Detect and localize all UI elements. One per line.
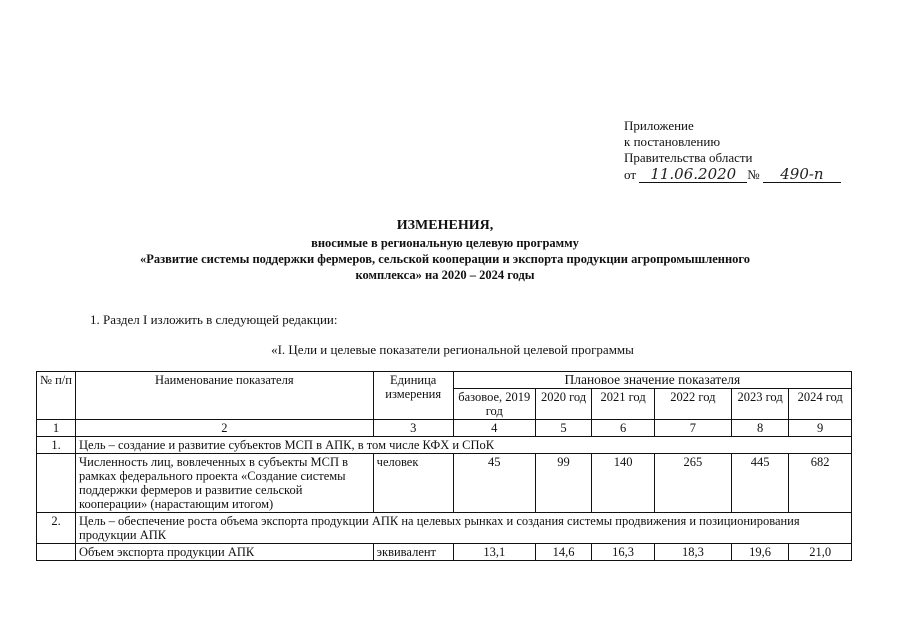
indicator-1-num bbox=[37, 454, 76, 513]
col-number-9: 9 bbox=[789, 420, 852, 437]
col-number-7: 7 bbox=[654, 420, 731, 437]
title-heading: ИЗМЕНЕНИЯ, bbox=[396, 218, 494, 233]
appendix-block bbox=[624, 118, 841, 183]
header-year-2021: 2021 год bbox=[592, 389, 655, 420]
indicator-row-1 bbox=[37, 454, 852, 513]
appendix-line-2: к постановлению bbox=[624, 134, 721, 149]
indicator-2-num bbox=[37, 544, 76, 561]
indicator-1-value-base: 45 bbox=[453, 454, 535, 513]
col-number-2: 2 bbox=[76, 420, 374, 437]
indicator-1-name: Численность лиц, вовлеченных в субъекты МСП в рамках федерального проекта «Создание системы поддержки фермеров и развитие сельской кооперации» (нарастающим итогом) bbox=[76, 454, 374, 513]
indicator-1-value-2023: 445 bbox=[731, 454, 788, 513]
goal-2-text: Цель – обеспечение роста объема экспорта продукции АПК на целевых рынках и создания системы продвижения и позиционирования продукции АПК bbox=[76, 513, 852, 544]
indicator-1-value-2024: 682 bbox=[789, 454, 852, 513]
col-number-5: 5 bbox=[535, 420, 591, 437]
goal-1-text: Цель – создание и развитие субъектов МСП в АПК, в том числе КФХ и СПоК bbox=[76, 437, 852, 454]
indicator-2-name: Объем экспорта продукции АПК bbox=[76, 544, 374, 561]
col-number-3: 3 bbox=[373, 420, 453, 437]
indicator-1-value-2020: 99 bbox=[535, 454, 591, 513]
col-number-4: 4 bbox=[453, 420, 535, 437]
col-number-6: 6 bbox=[592, 420, 655, 437]
header-num: № п/п bbox=[37, 372, 76, 420]
indicator-2-value-2022: 18,3 bbox=[654, 544, 731, 561]
column-number-row bbox=[37, 420, 852, 437]
document-title bbox=[40, 218, 850, 283]
table-title: «I. Цели и целевые показатели региональной целевой программы bbox=[271, 342, 634, 357]
col-number-1: 1 bbox=[37, 420, 76, 437]
header-name: Наименование показателя bbox=[76, 372, 374, 420]
title-line-3: «Развитие системы поддержки фермеров, сельской кооперации и экспорта продукции агропромышленного bbox=[139, 252, 751, 266]
header-year-2022: 2022 год bbox=[654, 389, 731, 420]
indicators-table bbox=[36, 371, 852, 561]
header-year-2020: 2020 год bbox=[535, 389, 591, 420]
handwritten-date: 11.06.2020 bbox=[639, 166, 747, 183]
indicator-2-value-2023: 19,6 bbox=[731, 544, 788, 561]
header-year-base: базовое, 2019 год bbox=[453, 389, 535, 420]
title-line-4: комплекса» на 2020 – 2024 годы bbox=[355, 268, 535, 282]
goal-2-num: 2. bbox=[37, 513, 76, 544]
header-row-1 bbox=[37, 372, 852, 389]
goal-row-2 bbox=[37, 513, 852, 544]
header-unit: Единица измерения bbox=[373, 372, 453, 420]
title-line-2: вносимые в региональную целевую программу bbox=[311, 236, 579, 250]
indicator-2-value-2021: 16,3 bbox=[592, 544, 655, 561]
header-planned-value: Плановое значение показателя bbox=[453, 372, 851, 389]
indicator-1-value-2021: 140 bbox=[592, 454, 655, 513]
header-year-2023: 2023 год bbox=[731, 389, 788, 420]
col-number-8: 8 bbox=[731, 420, 788, 437]
goal-1-num: 1. bbox=[37, 437, 76, 454]
indicator-2-value-2024: 21,0 bbox=[789, 544, 852, 561]
indicator-1-unit: человек bbox=[373, 454, 453, 513]
goal-row-1 bbox=[37, 437, 852, 454]
handwritten-number: 490-п bbox=[763, 166, 841, 183]
number-label: № bbox=[747, 167, 760, 182]
indicator-1-value-2022: 265 bbox=[654, 454, 731, 513]
indicator-2-unit: эквивалент bbox=[373, 544, 453, 561]
appendix-date-number-line bbox=[624, 166, 841, 183]
from-label: от bbox=[624, 167, 637, 182]
appendix-line-1: Приложение bbox=[624, 118, 694, 133]
indicator-2-value-2020: 14,6 bbox=[535, 544, 591, 561]
header-year-2024: 2024 год bbox=[789, 389, 852, 420]
indicator-row-2 bbox=[37, 544, 852, 561]
section-paragraph: 1. Раздел I изложить в следующей редакции: bbox=[90, 312, 338, 327]
indicator-2-value-base: 13,1 bbox=[453, 544, 535, 561]
appendix-line-3: Правительства области bbox=[624, 150, 753, 165]
